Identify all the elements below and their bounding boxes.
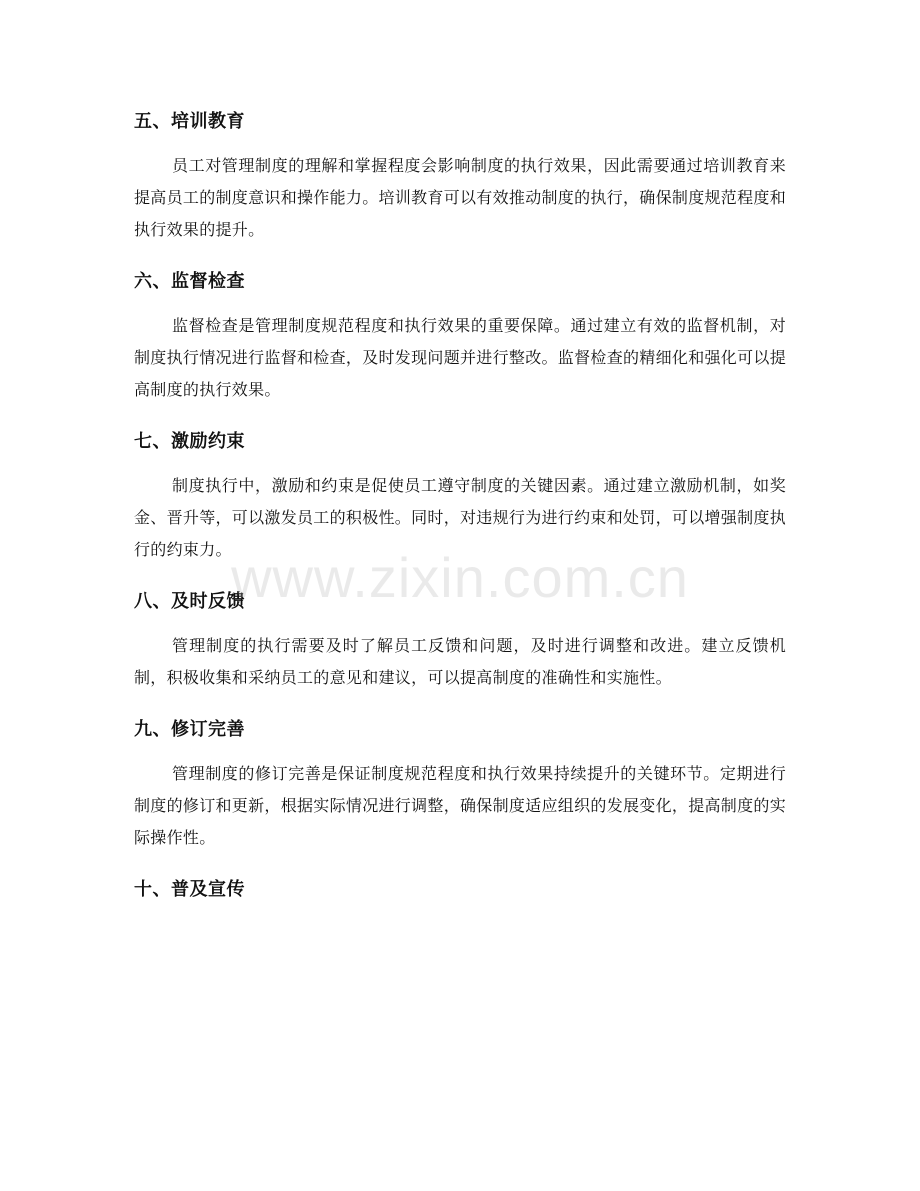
- section-heading: 七、激励约束: [134, 431, 245, 452]
- section-publicity: [134, 876, 786, 904]
- section-heading: 八、及时反馈: [134, 591, 245, 612]
- section-heading: 五、培训教育: [134, 111, 245, 132]
- section-heading: 九、修订完善: [134, 719, 245, 740]
- watermark: www.zixin.com.cn: [231, 546, 689, 609]
- section-paragraph: 监督检查是管理制度规范程度和执行效果的重要保障。通过建立有效的监督机制，对制度执行情况进行监督和检查，及时发现问题并进行整改。监督检查的精细化和强化可以提高制度的执行效果。: [134, 316, 787, 399]
- section-heading: 六、监督检查: [134, 271, 245, 292]
- document-content: [134, 108, 786, 918]
- section-supervision: [134, 268, 786, 406]
- section-training: [134, 108, 786, 246]
- section-incentive: [134, 428, 786, 566]
- section-feedback: [134, 588, 786, 694]
- section-heading: 十、普及宣传: [134, 879, 245, 900]
- section-paragraph: 管理制度的执行需要及时了解员工反馈和问题，及时进行调整和改进。建立反馈机制，积极收集和采纳员工的意见和建议，可以提高制度的准确性和实施性。: [134, 636, 786, 687]
- section-paragraph: 制度执行中，激励和约束是促使员工遵守制度的关键因素。通过建立激励机制，如奖金、晋升等，可以激发员工的积极性。同时，对违规行为进行约束和处罚，可以增强制度执行的约束力。: [134, 476, 787, 559]
- section-paragraph: 管理制度的修订完善是保证制度规范程度和执行效果持续提升的关键环节。定期进行制度的修订和更新，根据实际情况进行调整，确保制度适应组织的发展变化，提高制度的实际操作性。: [134, 764, 787, 847]
- section-revision: [134, 716, 786, 854]
- section-paragraph: 员工对管理制度的理解和掌握程度会影响制度的执行效果，因此需要通过培训教育来提高员工的制度意识和操作能力。培训教育可以有效推动制度的执行，确保制度规范程度和执行效果的提升。: [134, 156, 787, 239]
